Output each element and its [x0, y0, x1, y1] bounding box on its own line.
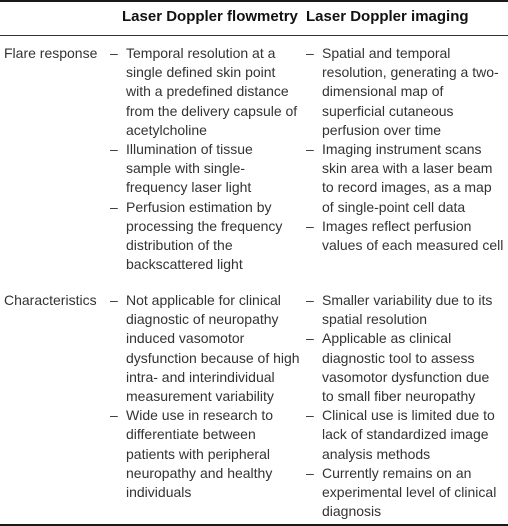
header-rule [0, 35, 508, 36]
list-item: – Spatial and temporal resolution, generating a two-dimensional map of superficial cutaneous perfusion over time [300, 44, 504, 140]
list-item: – Imaging instrument scans skin area with a laser beam to record images, as a map of single-point cell data [300, 140, 504, 217]
top-rule [0, 0, 508, 2]
list-item: – Wide use in research to differentiate between patients with peripheral neuropathy and healthy individuals [104, 406, 300, 502]
list-item: – Clinical use is limited due to lack of standardized image analysis methods [300, 406, 504, 464]
list-item: – Smaller variability due to its spatial resolution [300, 291, 504, 329]
header-laser-doppler-flowmetry: Laser Doppler flowmetry [122, 8, 298, 25]
list-item: – Images reflect perfusion values of each measured cell [300, 217, 504, 255]
list-item: – Currently remains on an experimental level of clinical diagnosis [300, 464, 504, 522]
cell-characteristics-ldi [300, 291, 504, 521]
list-item: – Not applicable for clinical diagnostic of neuropathy induced vasomotor dysfunction because of high intra- and interindividual measurement variability [104, 291, 300, 406]
cell-characteristics-ldf [104, 291, 300, 502]
cell-flare-ldf [104, 44, 300, 274]
list-item: – Temporal resolution at a single defined skin point with a predefined distance from the delivery capsule of acetylcholine [104, 44, 300, 140]
header-laser-doppler-imaging: Laser Doppler imaging [306, 8, 469, 25]
cell-flare-ldi [300, 44, 504, 255]
list-item: – Illumination of tissue sample with single-frequency laser light [104, 140, 300, 198]
row-label-characteristics: Characteristics [4, 292, 97, 308]
list-item: – Perfusion estimation by processing the frequency distribution of the backscattered light [104, 198, 300, 275]
row-label-flare-response: Flare response [4, 45, 98, 61]
list-item: – Applicable as clinical diagnostic tool to assess vasomotor dysfunction due to small fiber neuropathy [300, 329, 504, 406]
